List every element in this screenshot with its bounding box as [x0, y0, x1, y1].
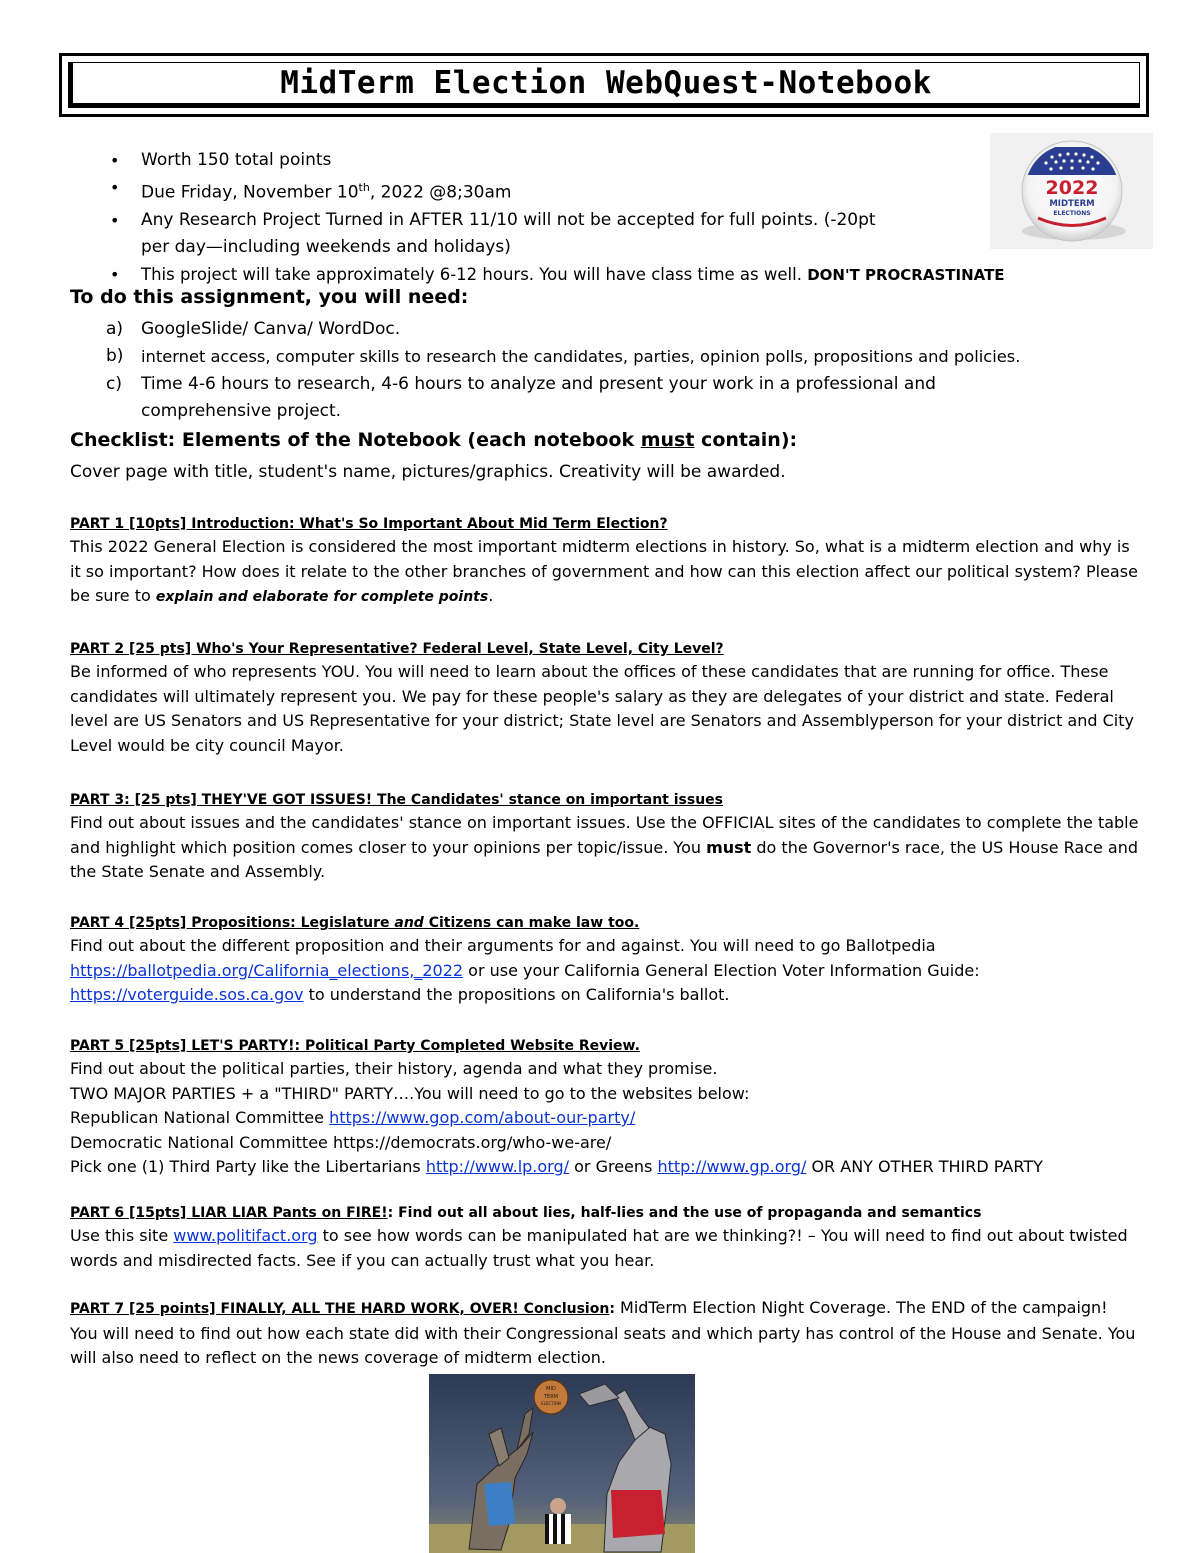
- bullet-late-policy: [100, 207, 1140, 261]
- need-list: [106, 316, 1146, 425]
- part-4-heading-post: Citizens can make law too.: [423, 915, 640, 931]
- lp-link[interactable]: http://www.lp.org/: [425, 1157, 570, 1176]
- part-7: [70, 1296, 1140, 1371]
- need-item: [106, 371, 1146, 425]
- part-5-other-party: OR ANY OTHER THIRD PARTY: [806, 1157, 1043, 1176]
- part-3-text: [70, 811, 1140, 885]
- checklist-heading: [70, 429, 797, 451]
- part-1: [70, 513, 1140, 610]
- need-item: [106, 316, 1146, 343]
- document-title: MidTerm Election WebQuest-Notebook: [280, 65, 932, 101]
- part-3-must: must: [706, 837, 752, 857]
- badge-line2: ELECTIONS: [1053, 210, 1091, 217]
- part-4-body: Find out about the different proposition and their arguments for and against. You will need to go Ballotpedia: [70, 936, 936, 955]
- ballotpedia-link[interactable]: https://ballotpedia.org/California_elections,_2022: [70, 960, 464, 980]
- part-6-body-end: to see how words can be manipulated hat are we thinking?! – You will need to find out about twisted words and misdirected facts. See if you can actually trust what you hear.: [70, 1226, 1128, 1270]
- ball-text-3: ELECTION: [541, 1401, 561, 1406]
- need-marker: a): [106, 319, 124, 339]
- part-3: [70, 789, 1140, 885]
- part-6-heading-underlined: PART 6 [15pts] LIAR LIAR Pants on FIRE!: [70, 1205, 388, 1221]
- part-4-text: [70, 934, 1140, 1008]
- bullet-text: , 2022 @8;30am: [369, 182, 512, 203]
- part-3-body: Find out about issues and the candidates' stance on important issues. Use the OFFICIAL sites of the candidates to complete the table and highlight which position comes closer to your opinions per topic/issue. You: [70, 813, 1139, 857]
- part-6: [70, 1202, 1140, 1273]
- part-7-heading: PART 7 [25 points] FINALLY, ALL THE HARD WORK, OVER! Conclusion: [70, 1301, 610, 1317]
- bullet-text: Any Research Project Turned in AFTER 11/10 will not be accepted for full points. (-20pt: [141, 209, 876, 230]
- part-4-heading-pre: PART 4 [25pts] Propositions: Legislature: [70, 915, 395, 931]
- bullet-sup: th: [358, 181, 370, 194]
- part-6-body: Use this site: [70, 1226, 174, 1245]
- part-3-body-end: do the Governor's race, the US House Race and the State Senate and Assembly.: [70, 837, 1139, 881]
- part-7-body: MidTerm Election Night Coverage. The END of the campaign! You will need to find out how each state did with their Congressional seats and which party has control of the House and Senate. You will also need to reflect on the news coverage of midterm election.: [70, 1298, 1136, 1367]
- part-5-rnc-label: Republican National Committee: [70, 1108, 330, 1127]
- donkey-elephant-cartoon-image: [429, 1374, 695, 1553]
- part-6-text: [70, 1224, 1140, 1273]
- part-4-body-end: to understand the propositions on California's ballot.: [303, 985, 730, 1004]
- part-5: [70, 1035, 1140, 1180]
- part-2-text: Be informed of who represents YOU. You will need to learn about the offices of these candidates that are running for office. These candidates will ultimately represent you. We pay for these people's salary as they are delegates of your district and state. Federal level are US Senators and US Representative for your district; State level are Senators and Assemblyperson for your district and City Level would be city council Mayor.: [70, 662, 1134, 755]
- need-text: internet access, computer skills to research the candidates, parties, opinion polls, propositions and policies.: [141, 347, 1021, 366]
- part-1-emphasis: explain and elaborate for complete points: [155, 589, 489, 605]
- ball-text-1: MID: [546, 1386, 556, 1392]
- cartoon-graphic: [429, 1374, 695, 1553]
- bullet-points: [100, 147, 1140, 174]
- part-5-line1: Find out about the political parties, their history, agenda and what they promise.: [70, 1059, 718, 1078]
- requirements-list: [100, 147, 1140, 289]
- part-1-end: .: [488, 586, 494, 605]
- part-2-heading: PART 2 [25 pts] Who's Your Representative? Federal Level, State Level, City Level?: [70, 641, 724, 657]
- part-4-heading-em: and: [394, 915, 424, 931]
- title-frame: [68, 62, 1140, 108]
- checklist-heading-text: contain):: [694, 429, 798, 451]
- need-heading: To do this assignment, you will need:: [70, 286, 469, 308]
- ball-text-2: TERM: [543, 1394, 559, 1400]
- part-3-heading: PART 3: [25 pts] THEY'VE GOT ISSUES! The Candidates' stance on important issues: [70, 792, 724, 808]
- checklist-heading-must: must: [640, 429, 695, 451]
- bullet-time-estimate: [100, 261, 1140, 289]
- bullet-text: This project will take approximately 6-12 hours. You will have class time as well.: [141, 264, 808, 284]
- part-7-text: [70, 1296, 1140, 1371]
- part-5-dnc-line: Democratic National Committee https://democrats.org/who-we-are/: [70, 1132, 612, 1152]
- part-5-third-party-label: Pick one (1) Third Party like the Libertarians: [70, 1157, 426, 1176]
- cartoon-ball: [534, 1380, 568, 1414]
- bullet-due-date: [100, 174, 1140, 207]
- need-item: [106, 343, 1146, 371]
- part-4-body-mid: or use your California General Election Voter Information Guide:: [463, 960, 980, 980]
- badge-year: 2022: [1045, 177, 1099, 199]
- part-5-text: [70, 1057, 1140, 1180]
- bullet-bold: DON'T PROCRASTINATE: [807, 265, 1005, 284]
- politifact-link[interactable]: www.politifact.org: [173, 1226, 318, 1245]
- voterguide-link[interactable]: https://voterguide.sos.ca.gov: [70, 985, 304, 1004]
- part-4-heading: [70, 912, 1140, 934]
- part-1-body: This 2022 General Election is considered the most important midterm elections in history. So, what is a midterm election and why is it so important? How does it relate to the other branches of government and how can this election affect our political system? Please be sure to: [70, 537, 1138, 605]
- cover-line-text: Cover page with title, student's name, pictures/graphics. Creativity will be awarded.: [70, 462, 786, 482]
- need-text: GoogleSlide/ Canva/ WordDoc.: [141, 319, 401, 339]
- part-5-greens-label: or Greens: [569, 1157, 658, 1176]
- part-2: [70, 638, 1140, 758]
- part-1-text: [70, 535, 1140, 610]
- cover-line: [70, 460, 1140, 485]
- bullet-text: Worth 150 total points: [141, 150, 332, 170]
- gop-link[interactable]: https://www.gop.com/about-our-party/: [329, 1108, 636, 1127]
- part-6-heading-rest: : Find out all about lies, half-lies and the use of propaganda and semantics: [387, 1205, 982, 1221]
- checklist-heading-text: Checklist: Elements of the Notebook (each notebook: [70, 429, 641, 451]
- gp-link[interactable]: http://www.gp.org/: [657, 1157, 807, 1176]
- need-text: Time 4-6 hours to research, 4-6 hours to analyze and present your work in a professional and comprehensive project.: [141, 374, 936, 421]
- part-7-heading-colon: :: [609, 1301, 615, 1317]
- part-6-heading: [70, 1202, 1140, 1224]
- part-5-line2: TWO MAJOR PARTIES + a "THIRD" PARTY….You will need to go to the websites below:: [70, 1083, 750, 1103]
- need-marker: b): [106, 346, 124, 366]
- bullet-text: Due Friday, November 10: [141, 182, 359, 203]
- part-5-heading: PART 5 [25pts] LET'S PARTY!: Political Party Completed Website Review.: [70, 1038, 640, 1054]
- badge-line1: MIDTERM: [1049, 199, 1095, 209]
- title-box: [59, 53, 1149, 117]
- bullet-text-line2: per day—including weekends and holidays): [141, 236, 511, 257]
- part-1-heading: PART 1 [10pts] Introduction: What's So Important About Mid Term Election?: [70, 516, 668, 532]
- part-4: [70, 912, 1140, 1008]
- need-marker: c): [106, 374, 122, 394]
